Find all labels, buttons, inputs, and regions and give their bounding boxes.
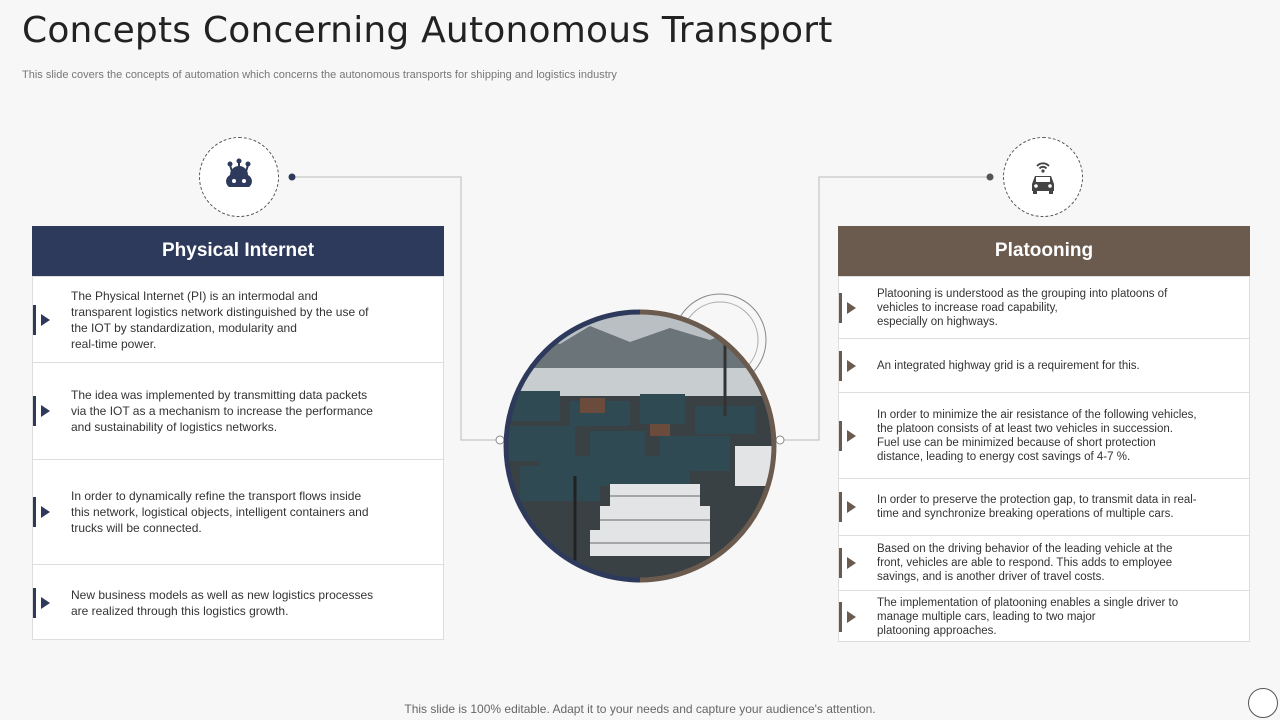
caret-right-icon xyxy=(41,405,50,417)
right-icon-circle xyxy=(1003,137,1083,217)
caret-right-icon xyxy=(847,430,856,442)
caret-right-icon xyxy=(847,302,856,314)
footer-note: This slide is 100% editable. Adapt it to your needs and capture your audience's attention. xyxy=(404,702,876,716)
platooning-header: Platooning xyxy=(838,226,1250,276)
left-icon-circle xyxy=(199,137,279,217)
list-item: In order to preserve the protection gap, to transmit data in real- time and synchronize breaking operations of multiple cars. xyxy=(839,479,1249,536)
list-item: The implementation of platooning enables a single driver to manage multiple cars, leading to two major platooning approaches. xyxy=(839,591,1249,643)
container-port-photo xyxy=(500,306,780,586)
caret-right-icon xyxy=(41,314,50,326)
list-item: Platooning is understood as the grouping into platoons of vehicles to increase road capability, especially on highways. xyxy=(839,277,1249,339)
platooning-panel xyxy=(838,276,1250,642)
corner-circle xyxy=(1248,688,1278,718)
list-item: The idea was implemented by transmitting data packets via the IOT as a mechanism to increase the performance and sustainability of logistics networks. xyxy=(33,363,443,460)
caret-right-icon xyxy=(41,597,50,609)
caret-right-icon xyxy=(847,557,856,569)
list-item: Based on the driving behavior of the leading vehicle at the front, vehicles are able to respond. This adds to employee savings, and is another driver of travel costs. xyxy=(839,536,1249,591)
physical-internet-panel xyxy=(32,276,444,640)
list-item: An integrated highway grid is a requirement for this. xyxy=(839,339,1249,393)
connected-car-icon xyxy=(1023,157,1063,197)
page-title: Concepts Concerning Autonomous Transport xyxy=(22,10,833,51)
list-item: In order to minimize the air resistance of the following vehicles, the platoon consists of at least two vehicles in succession. Fuel use can be minimized because of short protection distance, leading to energy cost savings of 4-7 %. xyxy=(839,393,1249,479)
caret-right-icon xyxy=(41,506,50,518)
network-cloud-icon xyxy=(219,157,259,197)
caret-right-icon xyxy=(847,501,856,513)
caret-right-icon xyxy=(847,360,856,372)
list-item: New business models as well as new logistics processes are realized through this logistics growth. xyxy=(33,565,443,641)
list-item: In order to dynamically refine the transport flows inside this network, logistical objects, intelligent containers and trucks will be connected. xyxy=(33,460,443,565)
caret-right-icon xyxy=(847,611,856,623)
physical-internet-header: Physical Internet xyxy=(32,226,444,276)
list-item: The Physical Internet (PI) is an intermodal and transparent logistics network distinguished by the use of the IOT by standardization, modularity and real-time power. xyxy=(33,277,443,363)
page-subtitle: This slide covers the concepts of automation which concerns the autonomous transports for shipping and logistics industry xyxy=(22,69,617,81)
